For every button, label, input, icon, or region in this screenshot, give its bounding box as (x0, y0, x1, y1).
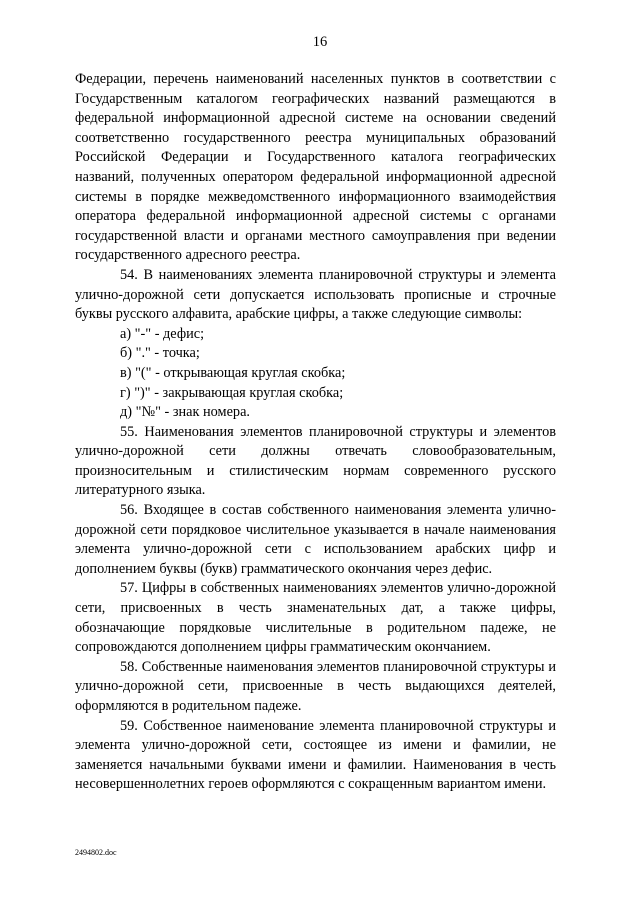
paragraph-continuation: Федерации, перечень наименований населенных пунктов в соответствии с Государственным каталогом географических названий размещаются в федеральной информационной адресной системе на основании сведений соответственно государственного реестра муниципальных образований Российской Федерации и Государственного каталога географических названий, полученных оператором федеральной информационной адресной системы в порядке межведомственного информационного взаимодействия оператора федеральной информационной адресной системы с органами государственной власти и органами местного самоуправления при ведении государственного адресного реестра. (75, 71, 556, 264)
list-item-v: в) "(" - открывающая круглая скобка; (120, 364, 346, 381)
paragraph-59: 59. Собственное наименование элемента планировочной структуры и элемента улично-дорожной сети, состоящее из имени и фамилии, не заменяется начальными буквами имени и фамилии. Наименования в честь несовершеннолетних героев оформляются с сокращенным вариантом имени. (75, 717, 556, 793)
page-number: 16 (312, 34, 328, 50)
paragraph-58: 58. Собственные наименования элементов планировочной структуры и улично-дорожной сети, присвоенные в честь выдающихся деятелей, оформляются в родительном падеже. (75, 658, 556, 714)
paragraph-56: 56. Входящее в состав собственного наименования элемента улично-дорожной сети порядковое числительное указывается в начале наименования элемента улично-дорожной сети с использованием арабских цифр и дополнением буквы (букв) грамматического окончания через дефис. (75, 502, 556, 577)
paragraph-54: 54. В наименованиях элемента планировочной структуры и элемента улично-дорожной сети допускается использовать прописные и строчные буквы русского алфавита, арабские цифры, а также следующие символы: (75, 266, 556, 323)
list-item-b: б) "." - точка; (120, 345, 200, 362)
paragraph-57: 57. Цифры в собственных наименованиях элементов улично-дорожной сети, присвоенных в честь знаменательных дат, а также цифры, обозначающие порядковые числительные в родительном падеже, не сопровождаются дополнением цифры грамматическим окончанием. (75, 580, 556, 656)
list-item-a: а) "-" - дефис; (120, 325, 205, 342)
document-body (75, 70, 556, 795)
paragraph-55: 55. Наименования элементов планировочной структуры и элементов улично-дорожной сети должны отвечать словообразовательным, произносительным и стилистическим нормам современного русского литературного языка. (75, 423, 556, 499)
list-item-d: д) "№" - знак номера. (120, 404, 250, 421)
list-item-g: г) ")" - закрывающая круглая скобка; (120, 384, 344, 401)
document-footer-filename: 2494802.doc (75, 848, 117, 857)
